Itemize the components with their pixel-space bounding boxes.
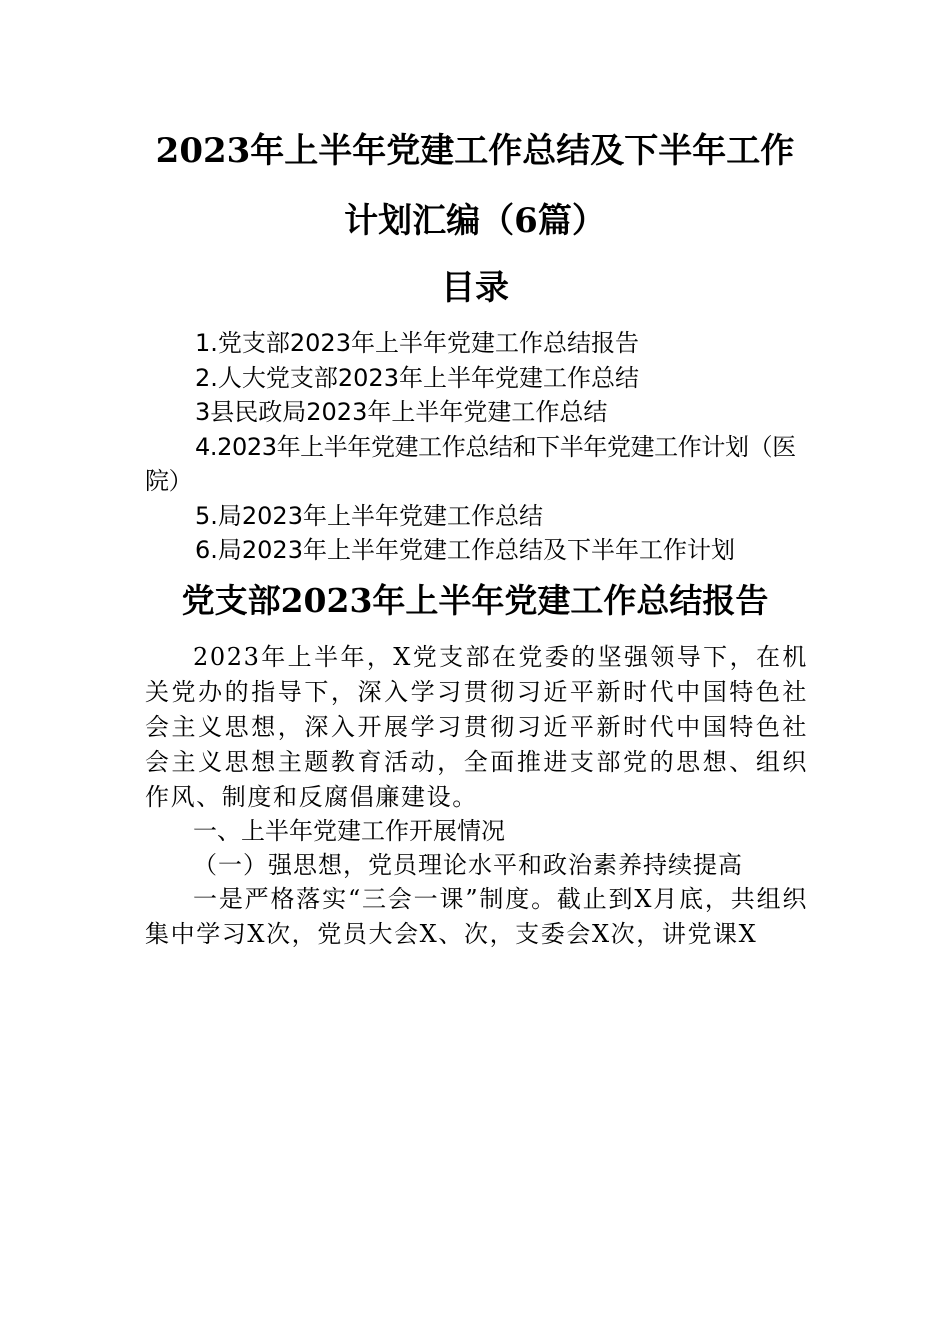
toc-item: 5.局2023年上半年党建工作总结 — [195, 501, 543, 530]
table-of-contents — [145, 326, 810, 568]
document-title-line-1: 2023年上半年党建工作总结及下半年工作 — [155, 131, 795, 171]
toc-item: 2.人大党支部2023年上半年党建工作总结 — [195, 363, 639, 392]
toc-item: 4.2023年上半年党建工作总结和下半年党建工作计划（医院） — [145, 432, 796, 495]
section-heading-level-1: 一、上半年党建工作开展情况 — [193, 817, 505, 845]
section-heading-level-2: （一）强思想，党员理论水平和政治素养持续提高 — [193, 851, 743, 879]
document-title-line-2: 计划汇编（6篇） — [344, 201, 606, 241]
body-paragraph: 一是严格落实“三会一课”制度。截止到X月底，共组织集中学习X次，党员大会X、次，支委会X次，讲党课X — [145, 885, 808, 948]
section-title: 党支部2023年上半年党建工作总结报告 — [181, 581, 769, 620]
toc-item: 1.党支部2023年上半年党建工作总结报告 — [195, 329, 639, 357]
body-paragraph: 2023年上半年，X党支部在党委的坚强领导下，在机关党办的指导下，深入学习贯彻习近平新时代中国特色社会主义思想，深入开展学习贯彻习近平新时代中国特色社会主义思想主题教育活动，全面推进支部党的思想、组织作风、制度和反腐倡廉建设。 — [145, 643, 808, 811]
toc-item: 3县民政局2023年上半年党建工作总结 — [195, 398, 608, 426]
toc-item: 6.局2023年上半年党建工作总结及下半年工作计划 — [195, 536, 735, 564]
toc-heading: 目录 — [441, 268, 509, 308]
